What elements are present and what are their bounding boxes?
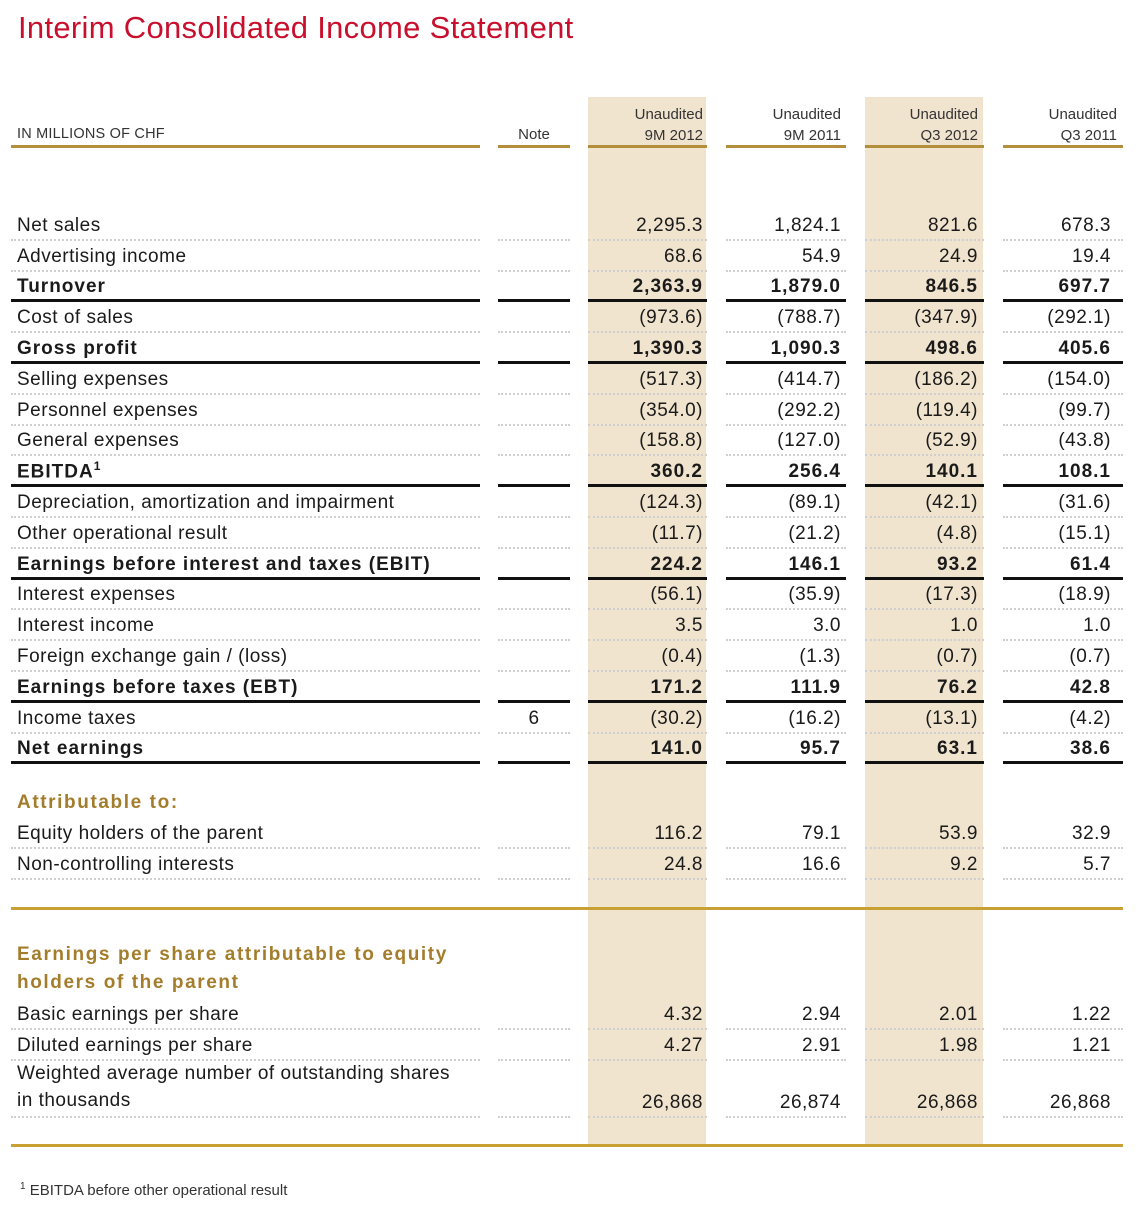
table-row (0, 364, 1144, 395)
row-value: (30.2) (650, 707, 703, 729)
row-rule (1003, 761, 1123, 764)
table-row-weighted-shares (0, 1060, 1144, 1118)
row-value: (31.6) (1058, 491, 1111, 513)
row-label: Turnover (17, 276, 106, 298)
page-title: Interim Consolidated Income Statement (18, 10, 574, 45)
row-rule (865, 761, 984, 764)
row-value: 1.98 (939, 1035, 978, 1056)
row-value: (4.2) (1069, 707, 1111, 729)
row-label: Diluted earnings per share (17, 1035, 253, 1056)
row-value: 32.9 (1072, 823, 1111, 844)
row-label: Interest income (17, 615, 155, 637)
row-label: Equity holders of the parent (17, 823, 264, 844)
row-value: 1.21 (1072, 1035, 1111, 1056)
table-row (0, 818, 1144, 849)
row-rule (498, 761, 570, 764)
table-row (0, 849, 1144, 880)
row-value: (414.7) (777, 368, 841, 390)
note-header: Note (518, 126, 550, 143)
row-value: (35.9) (788, 584, 841, 606)
row-value: 116.2 (654, 823, 703, 844)
row-label: Income taxes (17, 707, 136, 729)
row-rule (11, 878, 480, 880)
row-rule (865, 1116, 984, 1118)
row-value: 111.9 (790, 676, 841, 698)
row-rule (726, 1116, 846, 1118)
footnote-marker: 1 (93, 458, 102, 473)
header-rule (1003, 145, 1123, 148)
row-value: 2,295.3 (636, 214, 703, 236)
row-value: 846.5 (925, 276, 978, 298)
row-value: 146.1 (788, 553, 841, 575)
row-value: 4.27 (664, 1035, 703, 1056)
row-value: (56.1) (650, 584, 703, 606)
row-label: Non-controlling interests (17, 854, 235, 875)
row-value: 1,090.3 (770, 337, 841, 359)
table-row (0, 703, 1144, 734)
row-value: 24.9 (939, 245, 978, 267)
row-label: Earnings before interest and taxes (EBIT) (17, 553, 431, 575)
row-value: (42.1) (925, 491, 978, 513)
row-value: 498.6 (925, 337, 978, 359)
header-rule (588, 145, 707, 148)
row-value: (43.8) (1058, 430, 1111, 452)
row-rule (588, 878, 707, 880)
table-row (0, 549, 1144, 580)
header-rule (726, 145, 846, 148)
table-row (0, 395, 1144, 426)
row-value: (154.0) (1047, 368, 1111, 390)
row-value: (21.2) (788, 522, 841, 544)
column-header-9m-2012: Unaudited 9M 2012 (634, 106, 703, 144)
row-value: (1.3) (799, 645, 841, 667)
row-value: (119.4) (915, 399, 978, 421)
row-value: 2,363.9 (632, 276, 703, 298)
row-rule (498, 878, 570, 880)
row-value: 68.6 (664, 245, 703, 267)
row-value: 256.4 (788, 461, 841, 483)
row-value: (973.6) (639, 307, 703, 329)
row-label: EBITDA$^1$ (17, 458, 102, 483)
table-row (0, 272, 1144, 303)
row-value: (89.1) (788, 491, 841, 513)
bottom-divider (11, 1144, 1123, 1147)
row-value: (17.3) (925, 584, 978, 606)
row-label: Foreign exchange gain / (loss) (17, 645, 288, 667)
row-value: 2.94 (802, 1004, 841, 1025)
row-label: Other operational result (17, 522, 228, 544)
row-value: 38.6 (1070, 738, 1111, 760)
row-value: (15.1) (1058, 522, 1111, 544)
row-value: 821.6 (927, 214, 978, 236)
row-value: (347.9) (914, 307, 978, 329)
row-note: 6 (528, 707, 540, 729)
eps-heading: Earnings per share attributable to equity holders of the parent (17, 944, 448, 993)
row-value: 42.8 (1070, 676, 1111, 698)
table-row (0, 241, 1144, 272)
table-row (0, 302, 1144, 333)
row-value: (0.4) (661, 645, 703, 667)
row-label: Net sales (17, 214, 101, 236)
row-value: 1,879.0 (770, 276, 841, 298)
row-value: (99.7) (1058, 399, 1111, 421)
header-rule (865, 145, 984, 148)
row-value: 61.4 (1070, 553, 1111, 575)
row-value: 2.01 (939, 1004, 978, 1025)
row-value: (158.8) (639, 430, 703, 452)
row-value: 9.2 (950, 854, 978, 875)
row-value: 53.9 (939, 823, 978, 844)
row-rule (1003, 878, 1123, 880)
header-rule (11, 145, 480, 148)
section-divider (11, 907, 1123, 910)
row-value: (11.7) (651, 522, 703, 544)
row-label: Weighted average number of outstanding shares in thousands (17, 1063, 451, 1111)
row-rule (588, 761, 707, 764)
row-value: (52.9) (925, 430, 978, 452)
row-rule (11, 1116, 480, 1118)
row-label: General expenses (17, 430, 180, 452)
row-value: 141.0 (650, 738, 703, 760)
row-label: Interest expenses (17, 584, 176, 606)
table-row (0, 333, 1144, 364)
table-row (0, 672, 1144, 703)
row-value: 5.7 (1083, 854, 1111, 875)
row-value: (0.7) (936, 645, 978, 667)
row-rule (726, 878, 846, 880)
table-row (0, 999, 1144, 1030)
row-value: 3.5 (675, 615, 703, 637)
row-value: 26,868 (641, 1092, 703, 1113)
row-value: 79.1 (802, 823, 841, 844)
row-label: Advertising income (17, 245, 187, 267)
row-label: Net earnings (17, 738, 145, 760)
units-label: IN MILLIONS OF CHF (17, 126, 165, 142)
row-value: 1.22 (1072, 1004, 1111, 1025)
row-value: 360.2 (650, 461, 703, 483)
row-value: 1,390.3 (632, 337, 703, 359)
row-value: (127.0) (777, 430, 841, 452)
row-rule (498, 1116, 570, 1118)
row-value: 2.91 (802, 1035, 841, 1056)
row-value: 26,868 (916, 1092, 978, 1113)
row-value: (0.7) (1069, 645, 1111, 667)
table-row (0, 426, 1144, 457)
row-value: 26,868 (1049, 1092, 1111, 1113)
table-row (0, 456, 1144, 487)
column-header-9m-2011: Unaudited 9M 2011 (772, 106, 841, 144)
row-value: 108.1 (1058, 461, 1111, 483)
row-value: (517.3) (639, 368, 703, 390)
row-value: (292.2) (777, 399, 841, 421)
table-row (0, 487, 1144, 518)
row-value: 405.6 (1058, 337, 1111, 359)
row-value: (788.7) (777, 307, 841, 329)
row-value: (16.2) (788, 707, 841, 729)
row-value: (4.8) (936, 522, 978, 544)
row-value: 24.8 (664, 854, 703, 875)
row-value: (124.3) (639, 491, 703, 513)
row-value: 95.7 (800, 738, 841, 760)
row-value: (13.1) (925, 707, 978, 729)
row-value: (292.1) (1047, 307, 1111, 329)
row-value: 76.2 (937, 676, 978, 698)
row-value: 140.1 (925, 461, 978, 483)
row-value: 697.7 (1058, 276, 1111, 298)
row-value: (186.2) (914, 368, 978, 390)
row-rule (11, 761, 480, 764)
row-value: 1.0 (1083, 615, 1111, 637)
header-rule (498, 145, 570, 148)
table-row (0, 580, 1144, 611)
table-row (0, 610, 1144, 641)
table-row (0, 518, 1144, 549)
attributable-heading: Attributable to: (17, 792, 179, 813)
row-rule (726, 761, 846, 764)
footnote: $^1$ EBITDA before other operational result (20, 1181, 288, 1199)
row-value: 3.0 (813, 615, 841, 637)
table-row (0, 641, 1144, 672)
table-row (0, 1030, 1144, 1061)
row-label: Earnings before taxes (EBT) (17, 676, 299, 698)
row-value: 26,874 (779, 1092, 841, 1113)
row-value: 224.2 (650, 553, 703, 575)
row-value: 54.9 (802, 245, 841, 267)
row-value: 4.32 (664, 1004, 703, 1025)
row-label: Depreciation, amortization and impairment (17, 491, 395, 513)
row-value: 678.3 (1060, 214, 1111, 236)
table-row (0, 734, 1144, 765)
column-header-q3-2012: Unaudited Q3 2012 (909, 106, 978, 144)
row-value: 16.6 (802, 854, 841, 875)
row-value: 1.0 (950, 615, 978, 637)
row-value: 171.2 (650, 676, 703, 698)
row-label: Basic earnings per share (17, 1004, 240, 1025)
row-rule (865, 878, 984, 880)
row-label: Selling expenses (17, 368, 169, 390)
column-header-q3-2011: Unaudited Q3 2011 (1048, 106, 1117, 144)
row-value: 1,824.1 (774, 214, 841, 236)
row-label: Personnel expenses (17, 399, 199, 421)
row-value: (354.0) (639, 399, 703, 421)
row-label: Cost of sales (17, 307, 134, 329)
row-label: Gross profit (17, 337, 138, 359)
row-value: (18.9) (1058, 584, 1111, 606)
row-rule (1003, 1116, 1123, 1118)
table-row (0, 210, 1144, 241)
row-value: 63.1 (937, 738, 978, 760)
row-value: 93.2 (937, 553, 978, 575)
row-rule (588, 1116, 707, 1118)
row-value: 19.4 (1072, 245, 1111, 267)
